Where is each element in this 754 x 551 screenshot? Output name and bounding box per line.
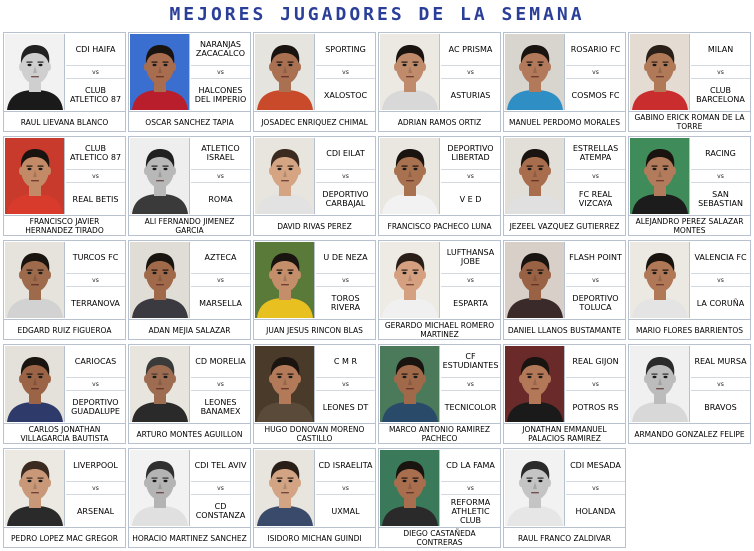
versus-label: vs bbox=[566, 481, 625, 495]
player-photo bbox=[505, 242, 565, 318]
versus-label: vs bbox=[441, 273, 500, 287]
player-name: JUAN JESUS RINCON BLAS bbox=[254, 319, 375, 340]
team-home: LIVERPOOL bbox=[73, 460, 118, 470]
player-portrait-icon bbox=[630, 242, 690, 318]
match-teams bbox=[316, 449, 375, 527]
player-portrait-icon bbox=[255, 34, 315, 110]
player-portrait-icon bbox=[130, 242, 190, 318]
player-card bbox=[128, 448, 251, 548]
player-card bbox=[503, 344, 626, 444]
player-portrait-icon bbox=[5, 450, 65, 526]
match-teams bbox=[191, 33, 250, 111]
team-home: CDI HAIFA bbox=[75, 44, 116, 54]
player-card bbox=[378, 136, 501, 236]
player-photo bbox=[255, 34, 315, 110]
team-home: CD LA FAMA bbox=[446, 460, 495, 470]
match-teams bbox=[566, 449, 625, 527]
player-photo bbox=[505, 34, 565, 110]
player-portrait-icon bbox=[5, 242, 65, 318]
player-card bbox=[503, 136, 626, 236]
player-portrait-icon bbox=[630, 346, 690, 422]
player-name: OSCAR SANCHEZ TAPIA bbox=[129, 111, 250, 132]
player-photo bbox=[5, 450, 65, 526]
team-away: COSMOS FC bbox=[571, 90, 620, 100]
player-name: CARLOS JONATHAN VILLAGARCIA BAUTISTA bbox=[4, 423, 125, 444]
versus-label: vs bbox=[566, 65, 625, 79]
player-photo bbox=[130, 242, 190, 318]
versus-label: vs bbox=[566, 169, 625, 183]
versus-label: vs bbox=[691, 65, 750, 79]
team-away: POTROS RS bbox=[572, 402, 619, 412]
player-photo bbox=[5, 346, 65, 422]
team-away: TERRANOVA bbox=[71, 298, 120, 308]
team-away: SAN SEBASTIAN bbox=[698, 190, 743, 208]
player-portrait-icon bbox=[255, 242, 315, 318]
player-photo bbox=[130, 346, 190, 422]
player-portrait-icon bbox=[130, 138, 190, 214]
team-away: XALOSTOC bbox=[323, 90, 368, 100]
player-card bbox=[253, 136, 376, 236]
player-photo bbox=[130, 34, 190, 110]
player-portrait-icon bbox=[630, 34, 690, 110]
versus-label: vs bbox=[191, 377, 250, 391]
player-card bbox=[378, 448, 501, 548]
player-name: PEDRO LOPEZ MAC GREGOR bbox=[4, 527, 125, 548]
player-photo bbox=[130, 450, 190, 526]
versus-label: vs bbox=[66, 481, 125, 495]
player-name: ARTURO MONTES AGUILLON bbox=[129, 423, 250, 444]
player-photo bbox=[505, 450, 565, 526]
team-away: ESPARTA bbox=[453, 298, 488, 308]
match-teams bbox=[566, 137, 625, 215]
player-photo bbox=[505, 138, 565, 214]
player-photo bbox=[380, 34, 440, 110]
player-name: ALI FERNANDO JIMENEZ GARCIA bbox=[129, 215, 250, 236]
team-home: CLUB ATLETICO 87 bbox=[69, 144, 122, 162]
team-away: REAL BETIS bbox=[72, 194, 119, 204]
match-teams bbox=[691, 137, 750, 215]
team-home: CDI MESADA bbox=[570, 460, 621, 470]
player-name: ISIDORO MICHAN GUINDI bbox=[254, 527, 375, 548]
player-name: DIEGO CASTAÑEDA CONTRERAS bbox=[379, 527, 500, 548]
team-home: DEPORTIVO LIBERTAD bbox=[447, 144, 494, 162]
team-home: ESTRELLAS ATEMPA bbox=[572, 144, 619, 162]
player-card bbox=[503, 240, 626, 340]
player-photo bbox=[255, 450, 315, 526]
team-home: MILAN bbox=[707, 44, 734, 54]
player-name: MARIO FLORES BARRIENTOS bbox=[629, 319, 750, 340]
player-photo bbox=[630, 34, 690, 110]
player-portrait-icon bbox=[5, 346, 65, 422]
team-home: RACING bbox=[705, 148, 736, 158]
versus-label: vs bbox=[66, 377, 125, 391]
player-card bbox=[253, 448, 376, 548]
player-portrait-icon bbox=[505, 138, 565, 214]
team-away: UXMAL bbox=[331, 506, 360, 516]
versus-label: vs bbox=[66, 65, 125, 79]
match-teams bbox=[66, 345, 125, 423]
team-away: BRAVOS bbox=[704, 402, 737, 412]
match-teams bbox=[441, 241, 500, 319]
player-photo bbox=[380, 450, 440, 526]
player-card bbox=[128, 136, 251, 236]
player-card bbox=[253, 344, 376, 444]
player-name: HUGO DONOVAN MORENO CASTILLO bbox=[254, 423, 375, 444]
team-away: DEPORTIVO GUADALUPE bbox=[71, 398, 120, 416]
player-card bbox=[3, 448, 126, 548]
player-card bbox=[503, 448, 626, 548]
match-teams bbox=[316, 345, 375, 423]
match-teams bbox=[566, 345, 625, 423]
versus-label: vs bbox=[316, 377, 375, 391]
team-home: U DE NEZA bbox=[323, 252, 368, 262]
player-portrait-icon bbox=[380, 34, 440, 110]
player-photo bbox=[380, 346, 440, 422]
player-name: ADAN MEJIA SALAZAR bbox=[129, 319, 250, 340]
team-away: FC REAL VIZCAYA bbox=[578, 190, 613, 208]
player-photo bbox=[255, 242, 315, 318]
match-teams bbox=[441, 345, 500, 423]
team-home: FLASH POINT bbox=[569, 252, 622, 262]
versus-label: vs bbox=[691, 169, 750, 183]
player-card bbox=[128, 344, 251, 444]
versus-label: vs bbox=[316, 65, 375, 79]
team-home: CARIOCAS bbox=[74, 356, 117, 366]
team-away: DEPORTIVO TOLUCA bbox=[572, 294, 619, 312]
player-name: JOSADEC ENRIQUEZ CHIMAL bbox=[254, 111, 375, 132]
player-portrait-icon bbox=[255, 346, 315, 422]
player-card bbox=[378, 344, 501, 444]
player-card bbox=[128, 32, 251, 132]
team-home: C M R bbox=[333, 356, 358, 366]
team-away: TOROS RIVERA bbox=[330, 294, 361, 312]
match-teams bbox=[441, 137, 500, 215]
team-away: MARSELLA bbox=[199, 298, 242, 308]
versus-label: vs bbox=[191, 273, 250, 287]
team-away: HALCONES DEL IMPERIO bbox=[194, 86, 247, 104]
player-portrait-icon bbox=[380, 450, 440, 526]
team-away: CLUB ATLETICO 87 bbox=[69, 86, 122, 104]
match-teams bbox=[691, 33, 750, 111]
player-portrait-icon bbox=[630, 138, 690, 214]
player-portrait-icon bbox=[505, 450, 565, 526]
match-teams bbox=[191, 241, 250, 319]
versus-label: vs bbox=[441, 169, 500, 183]
player-card bbox=[628, 344, 751, 444]
player-portrait-icon bbox=[505, 34, 565, 110]
match-teams bbox=[66, 241, 125, 319]
player-card bbox=[253, 240, 376, 340]
team-away: ROMA bbox=[208, 194, 233, 204]
versus-label: vs bbox=[191, 481, 250, 495]
team-home: CD MORELIA bbox=[195, 356, 246, 366]
player-portrait-icon bbox=[380, 138, 440, 214]
team-home: AZTECA bbox=[204, 252, 237, 262]
player-photo bbox=[380, 242, 440, 318]
versus-label: vs bbox=[316, 273, 375, 287]
team-home: ATLETICO ISRAEL bbox=[201, 144, 240, 162]
versus-label: vs bbox=[441, 377, 500, 391]
team-home: CF ESTUDIANTES bbox=[442, 352, 499, 370]
player-photo bbox=[5, 138, 65, 214]
player-portrait-icon bbox=[380, 242, 440, 318]
team-away: REFORMA ATHLETIC CLUB bbox=[450, 497, 491, 525]
player-name: ADRIAN RAMOS ORTIZ bbox=[379, 111, 500, 132]
team-home: CD ISRAELITA bbox=[318, 460, 373, 470]
player-photo bbox=[130, 138, 190, 214]
player-name: ARMANDO GONZALEZ FELIPE bbox=[629, 423, 750, 444]
match-teams bbox=[691, 345, 750, 423]
team-home: NARANJAS ZACACALCO bbox=[195, 40, 246, 58]
match-teams bbox=[66, 449, 125, 527]
player-name: GABINO ERICK ROMAN DE LA TORRE bbox=[629, 111, 750, 132]
match-teams bbox=[191, 137, 250, 215]
match-teams bbox=[66, 33, 125, 111]
versus-label: vs bbox=[316, 169, 375, 183]
player-name: ALEJANDRO PEREZ SALAZAR MONTES bbox=[629, 215, 750, 236]
team-away: LEONES BANAMEX bbox=[200, 398, 241, 416]
player-card bbox=[503, 32, 626, 132]
team-away: LEONES DT bbox=[322, 402, 369, 412]
match-teams bbox=[566, 33, 625, 111]
player-portrait-icon bbox=[505, 346, 565, 422]
match-teams bbox=[66, 137, 125, 215]
player-name: HORACIO MARTINEZ SANCHEZ bbox=[129, 527, 250, 548]
versus-label: vs bbox=[691, 273, 750, 287]
page-title: MEJORES JUGADORES DE LA SEMANA bbox=[169, 4, 585, 25]
player-card bbox=[253, 32, 376, 132]
match-teams bbox=[316, 137, 375, 215]
player-name: RAUL FRANCO ZALDIVAR bbox=[504, 527, 625, 548]
player-card bbox=[378, 32, 501, 132]
player-photo bbox=[630, 242, 690, 318]
match-teams bbox=[316, 33, 375, 111]
player-name: MARCO ANTONIO RAMIREZ PACHECO bbox=[379, 423, 500, 444]
player-photo bbox=[255, 346, 315, 422]
match-teams bbox=[566, 241, 625, 319]
versus-label: vs bbox=[191, 169, 250, 183]
match-teams bbox=[441, 33, 500, 111]
team-away: CLUB BARCELONA bbox=[696, 86, 745, 104]
player-name: JEZEEL VAZQUEZ GUTIERREZ bbox=[504, 215, 625, 236]
player-name: RAUL LIEVANA BLANCO bbox=[4, 111, 125, 132]
player-photo bbox=[5, 242, 65, 318]
team-home: REAL GIJON bbox=[572, 356, 619, 366]
versus-label: vs bbox=[441, 481, 500, 495]
player-card bbox=[628, 136, 751, 236]
player-portrait-icon bbox=[380, 346, 440, 422]
player-photo bbox=[630, 138, 690, 214]
team-away: LA CORUÑA bbox=[696, 298, 745, 308]
match-teams bbox=[191, 345, 250, 423]
player-card bbox=[628, 32, 751, 132]
player-card bbox=[128, 240, 251, 340]
versus-label: vs bbox=[691, 377, 750, 391]
team-home: AC PRISMA bbox=[448, 44, 493, 54]
match-teams bbox=[691, 241, 750, 319]
player-name: MANUEL PERDOMO MORALES bbox=[504, 111, 625, 132]
player-photo bbox=[255, 138, 315, 214]
team-away: ASTURIAS bbox=[450, 90, 491, 100]
player-photo bbox=[5, 34, 65, 110]
player-name: FRANCISCO JAVIER HERNANDEZ TIRADO bbox=[4, 215, 125, 236]
player-card bbox=[378, 240, 501, 340]
player-portrait-icon bbox=[5, 138, 65, 214]
team-home: LUFTHANSA JOBE bbox=[446, 248, 495, 266]
team-away: V E D bbox=[459, 194, 482, 204]
versus-label: vs bbox=[441, 65, 500, 79]
team-away: TECNICOLOR bbox=[444, 402, 497, 412]
team-away: DEPORTIVO CARBAJAL bbox=[322, 190, 369, 208]
match-teams bbox=[441, 449, 500, 527]
team-home: TURCOS FC bbox=[72, 252, 119, 262]
player-card bbox=[3, 136, 126, 236]
team-away: ARSENAL bbox=[76, 506, 115, 516]
player-photo bbox=[630, 346, 690, 422]
team-home: CDI EILAT bbox=[326, 148, 365, 158]
team-home: REAL MURSA bbox=[694, 356, 747, 366]
team-home: SPORTING bbox=[325, 44, 366, 54]
player-name: DANIEL LLANOS BUSTAMANTE bbox=[504, 319, 625, 340]
player-card bbox=[3, 32, 126, 132]
player-portrait-icon bbox=[255, 450, 315, 526]
player-portrait-icon bbox=[5, 34, 65, 110]
players-grid bbox=[3, 32, 751, 548]
versus-label: vs bbox=[316, 481, 375, 495]
team-away: HOLANDA bbox=[575, 506, 616, 516]
player-name: EDGARD RUIZ FIGUEROA bbox=[4, 319, 125, 340]
player-photo bbox=[505, 346, 565, 422]
player-name: JONATHAN EMMANUEL PALACIOS RAMIREZ bbox=[504, 423, 625, 444]
team-home: VALENCIA FC bbox=[694, 252, 747, 262]
match-teams bbox=[316, 241, 375, 319]
versus-label: vs bbox=[66, 273, 125, 287]
player-portrait-icon bbox=[130, 34, 190, 110]
player-portrait-icon bbox=[255, 138, 315, 214]
match-teams bbox=[191, 449, 250, 527]
versus-label: vs bbox=[566, 377, 625, 391]
player-photo bbox=[380, 138, 440, 214]
player-name: FRANCISCO PACHECO LUNA bbox=[379, 215, 500, 236]
player-name: GERARDO MICHAEL ROMERO MARTINEZ bbox=[379, 319, 500, 340]
team-home: CDI TEL AVIV bbox=[194, 460, 247, 470]
player-portrait-icon bbox=[130, 450, 190, 526]
team-home: ROSARIO FC bbox=[570, 44, 621, 54]
player-card bbox=[3, 344, 126, 444]
versus-label: vs bbox=[66, 169, 125, 183]
versus-label: vs bbox=[191, 65, 250, 79]
player-card bbox=[628, 240, 751, 340]
team-away: CD CONSTANZA bbox=[195, 502, 246, 520]
player-card bbox=[3, 240, 126, 340]
versus-label: vs bbox=[566, 273, 625, 287]
player-portrait-icon bbox=[505, 242, 565, 318]
player-name: DAVID RIVAS PEREZ bbox=[254, 215, 375, 236]
player-portrait-icon bbox=[130, 346, 190, 422]
